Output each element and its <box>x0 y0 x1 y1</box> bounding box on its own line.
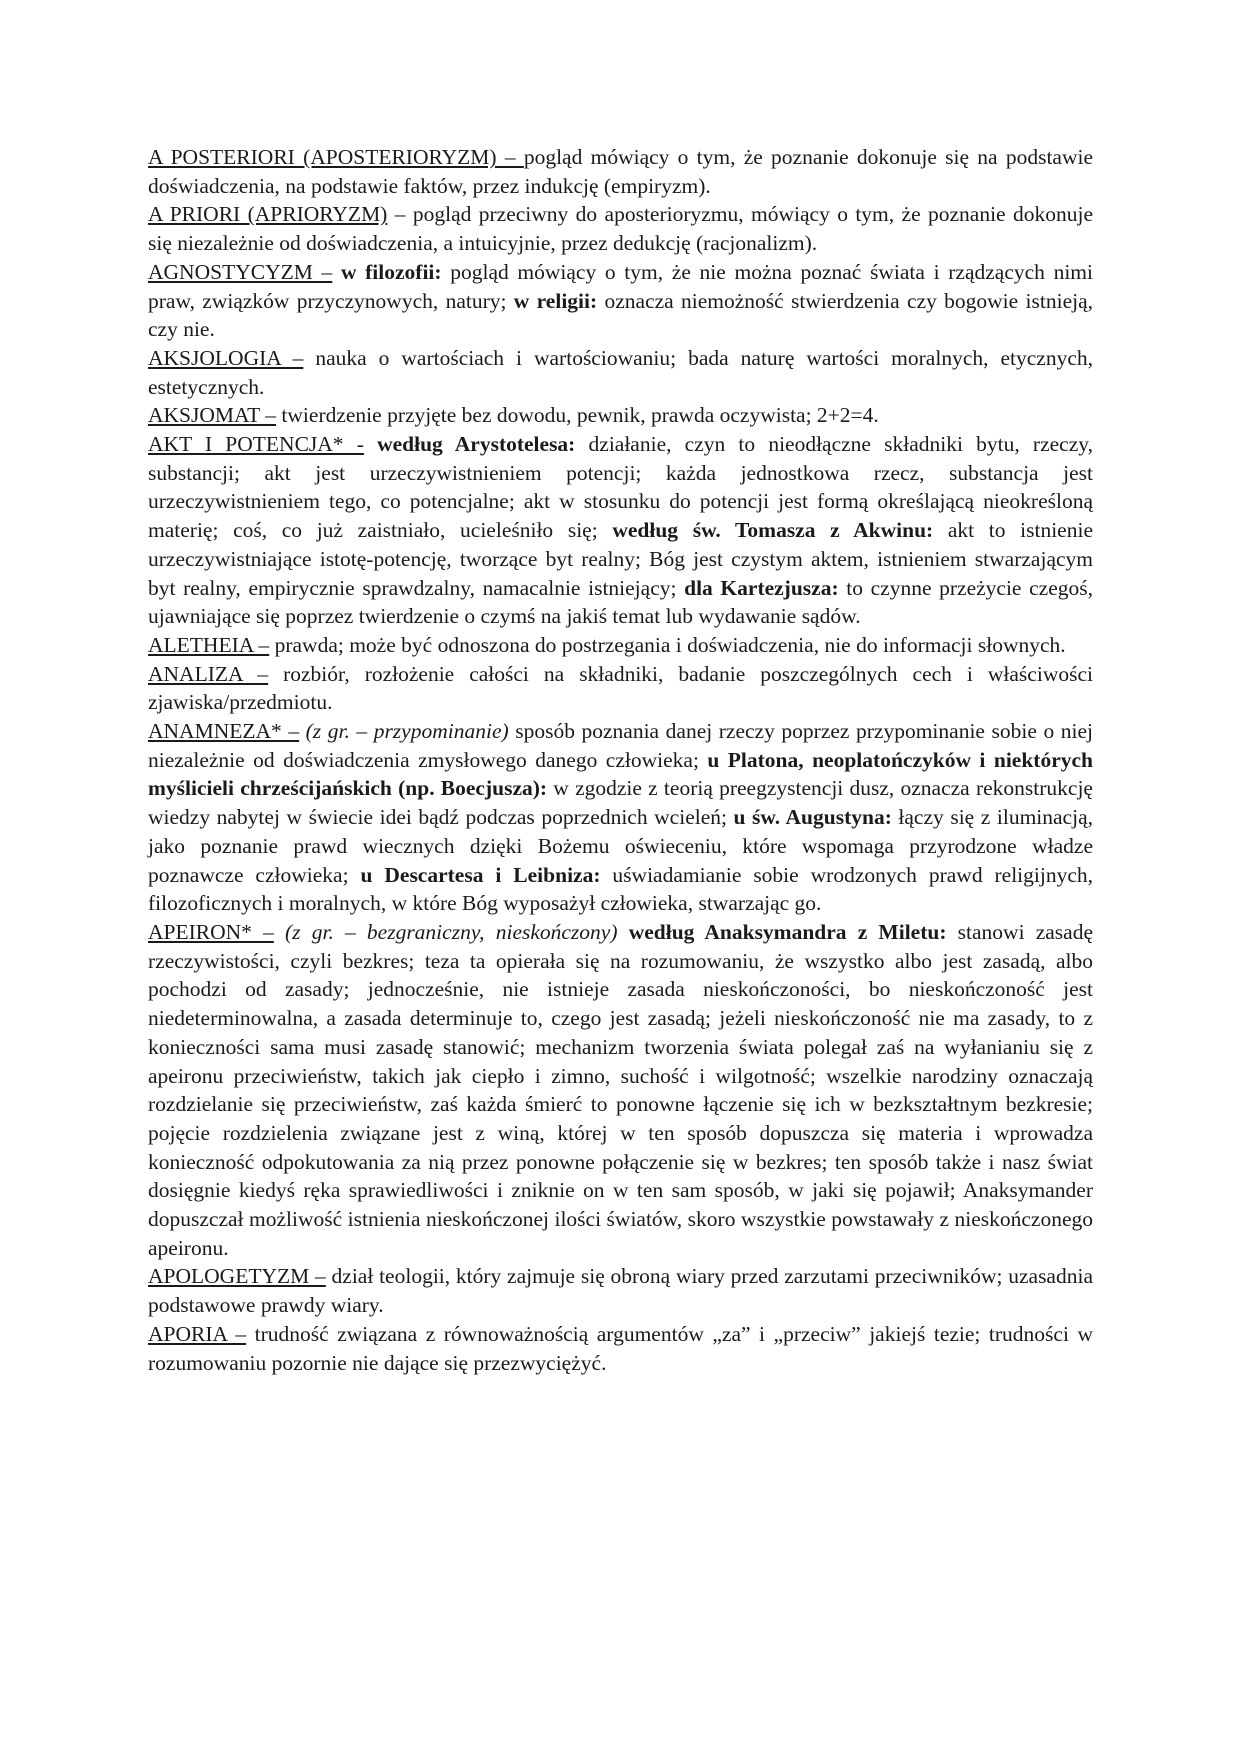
entry-text <box>332 260 341 284</box>
entry-analiza <box>148 660 1093 717</box>
entry-term: A PRIORI (APRIORYZM) <box>148 202 388 227</box>
entry-term: AKSJOLOGIA – <box>148 345 304 370</box>
entry-text: twierdzenie przyjęte bez dowodu, pewnik, prawda oczywista; 2+2=4. <box>276 403 879 428</box>
entry-text: pogląd mówiący o tym, że poznanie dokonuje się na podstawie doświadczenia, na podstawie faktów, przez indukcję (empiryzm). <box>148 145 1093 198</box>
entry-akt-i-potencja <box>148 430 1093 631</box>
entry-text: uświadamianie sobie wrodzonych prawd religijnych, filozoficznych i moralnych, w które Bóg wyposażył człowieka, stwarzając go. <box>148 862 1094 916</box>
entry-bold: dla Kartezjusza: <box>684 575 839 600</box>
entry-anamneza <box>148 717 1093 918</box>
entry-text <box>618 920 629 944</box>
entry-bold: według Arystotelesa: <box>377 432 576 457</box>
entry-text: akt to istnienie urzeczywistniające istotę-potencję, tworzące byt realny; Bóg jest czystym aktem, istnieniem stwarzającym byt realny, empirycznie sprawdzalny, namacalnie istniejący; <box>148 518 1093 600</box>
entry-bold: w religii: <box>513 288 598 313</box>
entry-text: stanowi zasadę rzeczywistości, czyli bezkres; teza ta opierała się na rozumowaniu, że wszystko albo jest zasadą, albo pochodzi od zasady; jednocześnie, nie istnieje zasada nieskończoności, bo nieskończoność jest niedeterminowalna, a zasada determinuje to, czego jest zasadą; jeżeli nieskończoność nie ma zasady, to z konieczności sama musi zasadę stanowić; mechanizm tworzenia świata polegał zaś na wyłanianiu się z apeironu przeciwieństw, takich jak ciepło i zimno, suchość i wilgotność; wszelkie narodziny oznaczają rozdzielanie się przeciwieństw, zaś każda śmierć to ponowne łączenie się ich w bezkształtnym bezkresie; pojęcie rozdzielenia związane jest z winą, której w ten sposób dopuszcza się materia i wprowadza konieczność odpokutowania za nią przez ponowne połączenie się w bezkres; ten sposób także i nasz świat dosięgnie kiedyś ręka sprawiedliwości i zniknie on w ten sam sposób, w jaki się pojawił; Anaksymander dopuszczał możliwość istnienia nieskończonej ilości światów, skoro wszystkie powstawały z nieskończonego apeironu. <box>148 919 1094 1260</box>
entry-term: A POSTERIORI (APOSTERIORYZM) – <box>148 145 524 169</box>
entry-term: ANAMNEZA* – <box>148 719 300 744</box>
entry-text: to czynne przeżycie czegoś, ujawniające się poprzez twierdzenie o czymś na jakiś temat lub wydawanie sądów. <box>148 575 1093 629</box>
entry-term: APEIRON* – <box>148 919 274 944</box>
entry-bold: u Platona, neoplatończyków i niektórych myślicieli chrześcijańskich (np. Boecjusza): <box>148 747 1093 801</box>
entry-text: łączy się z iluminacją, jako poznanie prawd wiecznych dzięki Bożemu oświeceniu, które wspomaga przyrodzone władze poznawcze człowieka; <box>148 805 1093 887</box>
entry-italic: (z gr. – bezgraniczny, nieskończony) <box>285 919 618 944</box>
entry-text: rozbiór, rozłożenie całości na składniki, badanie poszczególnych cech i właściwości zjawiska/przedmiotu. <box>148 661 1093 715</box>
entry-bold: według Anaksymandra z Miletu: <box>628 919 947 944</box>
entry-bold: w filozofii: <box>340 259 442 284</box>
entry-text <box>364 432 377 456</box>
entry-term: ALETHEIA – <box>148 632 270 657</box>
entry-text: prawda; może być odnoszona do postrzegania i doświadczenia, nie do informacji słownych. <box>269 632 1066 657</box>
entry-text: w zgodzie z teorią preegzystencji dusz, oznacza rekonstrukcję wiedzy nabytej w świecie idei bądź podczas poprzednich wcieleń; <box>148 776 1093 830</box>
entry-bold: według św. Tomasza z Akwinu: <box>612 518 934 543</box>
entry-bold: u św. Augustyna: <box>733 805 892 830</box>
entry-text <box>274 920 285 944</box>
entry-a-posteriori <box>148 143 1093 200</box>
entry-a-priori <box>148 200 1093 257</box>
entry-bold: u Descartesa i Leibniza: <box>360 862 601 887</box>
entry-aporia <box>148 1320 1093 1377</box>
entry-term: APOLOGETYZM – <box>148 1264 326 1289</box>
entry-text: nauka o wartościach i wartościowaniu; bada naturę wartości moralnych, etycznych, estetycznych. <box>148 345 1093 399</box>
entry-text: dział teologii, który zajmuje się obroną wiary przed zarzutami przeciwników; uzasadnia podstawowe prawdy wiary. <box>148 1264 1093 1318</box>
entry-term: APORIA – <box>148 1321 247 1346</box>
entry-term: ANALIZA – <box>148 661 269 686</box>
entry-text: działanie, czyn to nieodłączne składniki bytu, rzeczy, substancji; akt jest urzeczywistnieniem potencji; każda jednostkowa rzecz, substancja jest urzeczywistnieniem tego, co potencjalne; akt w stosunku do potencji jest formą określającą nieokreśloną materię; coś, co już zaistniało, ucieleśniło się; <box>148 432 1093 543</box>
entry-aksjomat <box>148 401 1093 430</box>
entry-text: oznacza niemożność stwierdzenia czy bogowie istnieją, czy nie. <box>148 288 1093 342</box>
entry-term: AKSJOMAT – <box>148 403 277 428</box>
entry-term: AKT I POTENCJA* - <box>148 432 364 457</box>
entry-agnostycyzm <box>148 258 1093 344</box>
entry-apologetyzm <box>148 1262 1093 1319</box>
entry-italic: (z gr. – przypominanie) <box>305 719 509 744</box>
entry-text: – pogląd przeciwny do aposterioryzmu, mówiący o tym, że poznanie dokonuje się niezależnie od doświadczenia, a intuicyjnie, przez dedukcję (racjonalizm). <box>148 202 1093 256</box>
entry-aksjologia <box>148 344 1093 401</box>
document-page <box>148 143 1093 1377</box>
entry-text: sposób poznania danej rzeczy poprzez przypominanie sobie o niej niezależnie od doświadczenia zmysłowego danego człowieka; <box>148 719 1094 772</box>
entry-term: AGNOSTYCYZM – <box>148 259 333 284</box>
entry-text: trudność związana z równoważnością argumentów „za” i „przeciw” jakiejś tezie; trudności w rozumowaniu pozornie nie dające się przezwyciężyć. <box>148 1321 1093 1375</box>
entry-aletheia <box>148 631 1093 660</box>
entry-apeiron <box>148 918 1093 1262</box>
entry-text: pogląd mówiący o tym, że nie można poznać świata i rządzących nimi praw, związków przyczynowych, natury; <box>148 259 1094 313</box>
